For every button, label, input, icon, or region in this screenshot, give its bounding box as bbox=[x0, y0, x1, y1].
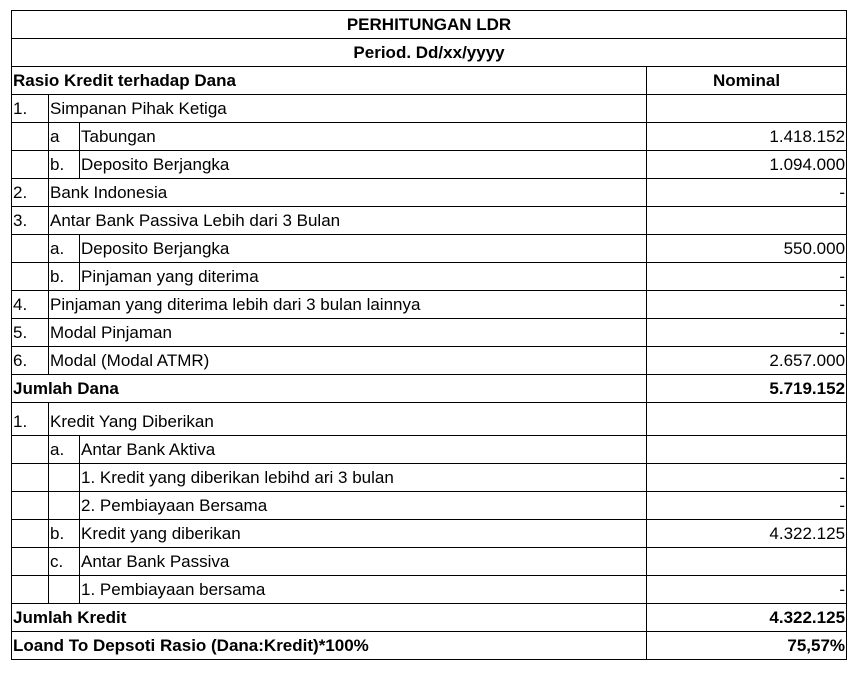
row-value-cell[interactable]: 550.000 bbox=[647, 235, 847, 263]
row-number-cell[interactable]: 3. bbox=[12, 207, 49, 235]
table-row bbox=[12, 207, 847, 235]
indent-cell[interactable] bbox=[12, 464, 49, 492]
sheet-title[interactable]: PERHITUNGAN LDR bbox=[12, 11, 847, 39]
table-row bbox=[12, 436, 847, 464]
row-number-cell[interactable]: 6. bbox=[12, 347, 49, 375]
indent-cell[interactable] bbox=[12, 576, 49, 604]
row-value-cell[interactable]: - bbox=[647, 319, 847, 347]
row-letter-cell[interactable]: c. bbox=[49, 548, 80, 576]
row-number-cell[interactable]: 5. bbox=[12, 319, 49, 347]
row-value-cell[interactable] bbox=[647, 95, 847, 123]
row-value-cell[interactable]: 4.322.125 bbox=[647, 520, 847, 548]
row-number-cell[interactable]: 4. bbox=[12, 291, 49, 319]
row-label-cell[interactable]: Simpanan Pihak Ketiga bbox=[49, 95, 647, 123]
row-letter-cell[interactable]: a bbox=[49, 123, 80, 151]
header-nominal-cell[interactable]: Nominal bbox=[647, 67, 847, 95]
table-row bbox=[12, 95, 847, 123]
row-label-cell[interactable]: Deposito Berjangka bbox=[80, 151, 647, 179]
ldr-value[interactable]: 75,57% bbox=[647, 632, 847, 660]
table-row bbox=[12, 151, 847, 179]
row-label-cell[interactable]: Deposito Berjangka bbox=[80, 235, 647, 263]
row-label-cell[interactable]: 2. Pembiayaan Bersama bbox=[80, 492, 647, 520]
table-row bbox=[12, 319, 847, 347]
row-letter-cell[interactable]: b. bbox=[49, 520, 80, 548]
ldr-table bbox=[11, 10, 847, 660]
table-row bbox=[12, 403, 847, 436]
row-value-cell[interactable]: 2.657.000 bbox=[647, 347, 847, 375]
indent-cell[interactable] bbox=[12, 151, 49, 179]
row-letter-cell[interactable]: a. bbox=[49, 436, 80, 464]
table-row bbox=[12, 347, 847, 375]
row-value-cell[interactable]: 1.094.000 bbox=[647, 151, 847, 179]
table-row bbox=[12, 291, 847, 319]
row-label-cell[interactable]: Kredit Yang Diberikan bbox=[49, 403, 647, 436]
table-row bbox=[12, 123, 847, 151]
row-label-cell[interactable]: Antar Bank Passiva bbox=[80, 548, 647, 576]
row-label-cell[interactable]: 1. Pembiayaan bersama bbox=[80, 576, 647, 604]
row-value-cell[interactable]: - bbox=[647, 179, 847, 207]
indent-cell[interactable] bbox=[49, 464, 80, 492]
row-value-cell[interactable]: - bbox=[647, 492, 847, 520]
indent-cell[interactable] bbox=[49, 576, 80, 604]
indent-cell[interactable] bbox=[12, 548, 49, 576]
indent-cell[interactable] bbox=[12, 123, 49, 151]
table-row bbox=[12, 179, 847, 207]
ldr-label[interactable]: Loand To Depsoti Rasio (Dana:Kredit)*100% bbox=[12, 632, 647, 660]
row-number-cell[interactable]: 1. bbox=[12, 403, 49, 436]
table-row bbox=[12, 263, 847, 291]
table-row bbox=[12, 520, 847, 548]
row-label-cell[interactable]: Modal Pinjaman bbox=[49, 319, 647, 347]
row-label-cell[interactable]: 1. Kredit yang diberikan lebihd ari 3 bulan bbox=[80, 464, 647, 492]
row-letter-cell[interactable]: b. bbox=[49, 263, 80, 291]
row-value-cell[interactable]: - bbox=[647, 291, 847, 319]
row-number-cell[interactable]: 2. bbox=[12, 179, 49, 207]
period-row bbox=[12, 39, 847, 67]
row-label-cell[interactable]: Antar Bank Passiva Lebih dari 3 Bulan bbox=[49, 207, 647, 235]
indent-cell[interactable] bbox=[12, 235, 49, 263]
row-letter-cell[interactable]: a. bbox=[49, 235, 80, 263]
row-number-cell[interactable]: 1. bbox=[12, 95, 49, 123]
row-value-cell[interactable] bbox=[647, 436, 847, 464]
total-dana-value[interactable]: 5.719.152 bbox=[647, 375, 847, 403]
row-label-cell[interactable]: Bank Indonesia bbox=[49, 179, 647, 207]
header-row bbox=[12, 67, 847, 95]
row-value-cell[interactable]: - bbox=[647, 464, 847, 492]
row-label-cell[interactable]: Kredit yang diberikan bbox=[80, 520, 647, 548]
row-label-cell[interactable]: Pinjaman yang diterima bbox=[80, 263, 647, 291]
total-kredit-value[interactable]: 4.322.125 bbox=[647, 604, 847, 632]
row-letter-cell[interactable]: b. bbox=[49, 151, 80, 179]
table-row bbox=[12, 464, 847, 492]
row-value-cell[interactable]: - bbox=[647, 263, 847, 291]
row-label-cell[interactable]: Tabungan bbox=[80, 123, 647, 151]
table-row bbox=[12, 492, 847, 520]
row-label-cell[interactable]: Antar Bank Aktiva bbox=[80, 436, 647, 464]
indent-cell[interactable] bbox=[12, 492, 49, 520]
total-kredit-row bbox=[12, 604, 847, 632]
row-value-cell[interactable] bbox=[647, 403, 847, 436]
total-dana-row bbox=[12, 375, 847, 403]
row-label-cell[interactable]: Modal (Modal ATMR) bbox=[49, 347, 647, 375]
table-row bbox=[12, 548, 847, 576]
ldr-row bbox=[12, 632, 847, 660]
title-row bbox=[12, 11, 847, 39]
table-row bbox=[12, 235, 847, 263]
row-label-cell[interactable]: Pinjaman yang diterima lebih dari 3 bulan lainnya bbox=[49, 291, 647, 319]
header-label-cell[interactable]: Rasio Kredit terhadap Dana bbox=[12, 67, 647, 95]
period-cell[interactable]: Period. Dd/xx/yyyy bbox=[12, 39, 847, 67]
indent-cell[interactable] bbox=[12, 520, 49, 548]
total-kredit-label[interactable]: Jumlah Kredit bbox=[12, 604, 647, 632]
indent-cell[interactable] bbox=[12, 436, 49, 464]
row-value-cell[interactable] bbox=[647, 548, 847, 576]
row-value-cell[interactable]: - bbox=[647, 576, 847, 604]
row-value-cell[interactable]: 1.418.152 bbox=[647, 123, 847, 151]
total-dana-label[interactable]: Jumlah Dana bbox=[12, 375, 647, 403]
row-value-cell[interactable] bbox=[647, 207, 847, 235]
indent-cell[interactable] bbox=[12, 263, 49, 291]
table-row bbox=[12, 576, 847, 604]
indent-cell[interactable] bbox=[49, 492, 80, 520]
